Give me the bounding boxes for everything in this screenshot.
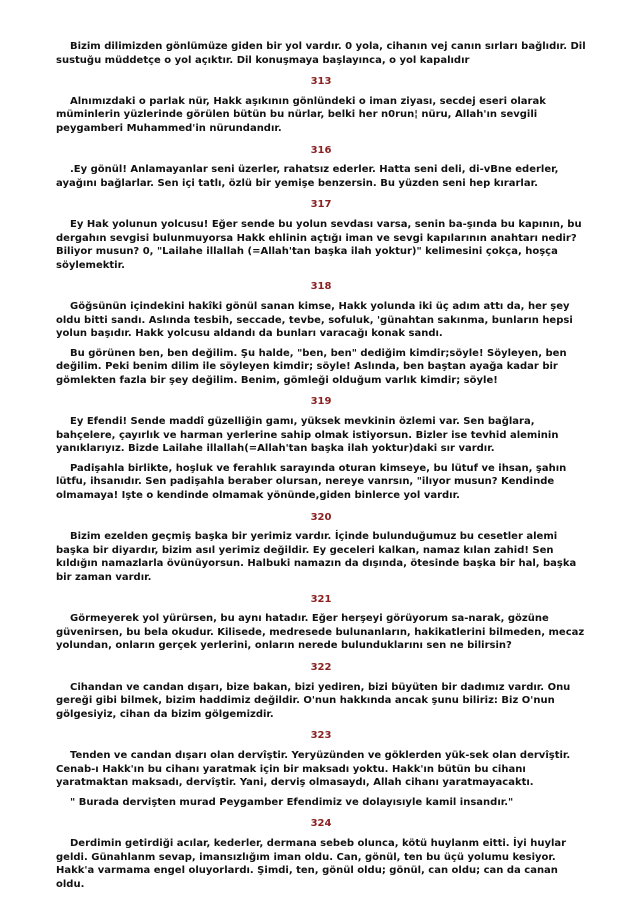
section-number: 313 — [310, 76, 332, 88]
section-number: 321 — [310, 593, 332, 605]
section-number: 323 — [310, 730, 332, 742]
document-page — [56, 40, 586, 899]
paragraph: Derdimin getirdiği acılar, kederler, dermana sebeb olunca, kötü huylanm eitti. İyi huylar geldi. Günahlanm sevap, imansızlığım iman oldu. Can, gönül, ten bu üçü yolumu kesiyor. Hakk'a varmama engel oluyorlardı. Şimdi, ten, gönül oldu; gönül, can oldu; can da canan oldu. — [56, 837, 567, 890]
section-number: 324 — [310, 818, 332, 830]
paragraph: Bizim ezelden geçmiş başka bir yerimiz vardır. İçinde bulunduğumuz bu cesetler alemi başka bir diyardır, bizim asıl yerimiz değildir. Ey geceleri kalkan, namaz kılan zahid! Sen kıldığın namazlarla övünüyorsun. Halbuki namazın da dışında, ötesinde başka bir hal, başka bir zaman vardır. — [56, 531, 577, 583]
section-number: 318 — [310, 281, 332, 293]
paragraph: Cihandan ve candan dışarı, bize bakan, bizi yediren, bizi büyüten bir dadımız vardır. Onu gereği gibi bilmek, bizim haddimiz değildir. O'nun hakkında ancak şunu biliriz: Biz O'nun gölgesiyiz, cihan da bizim gölgemizdir. — [56, 681, 571, 720]
paragraph: Ey Efendi! Sende maddî güzelliğin gamı, yüksek mevkinin özlemi var. Sen bağlara, bahçelere, çayırlık ve harman yerlerine sahip olmak istiyorsun. Bizler ise tevhid aleminin yanıklarıyız. Bizde Lailahe illallah(=Allah'tan başka ilah yoktur)daki sır vardır. — [56, 416, 559, 455]
paragraph: Padişahla birlikte, hoşluk ve ferahlık sarayında oturan kimseye, bu lütuf ve ihsan, şahın lütfu, ihsanıdır. Sen padişahla beraber olursan, nereye vanrsın, "ilıyor musun? Kendinde olmamaya! Işte o kendinde olmamak yönünde,giden binlerce yol vardır. — [56, 462, 567, 502]
paragraph: Alnımızdaki o parlak nür, Hakk aşıkının gönlündeki o iman ziyası, secdej eseri olarak müminlerin yüzlerinde görülen bütün bu nürlar, belki her n0run¦ nüru, Allah'ın sevgili peygamberi Muhammed'in nürundandır. — [56, 95, 546, 134]
section-number: 320 — [310, 511, 332, 523]
paragraph: .Ey gönül! Anlamayanlar seni üzerler, rahatsız ederler. Hatta seni deli, di-vBne ederler, ayağını bağlarlar. Sen içi tatlı, özlü bir yemişe benzersin. Bu yüzden seni hep kırarlar. — [56, 164, 559, 189]
paragraph: Ey Hak yolunun yolcusu! Eğer sende bu yolun sevdası varsa, senin ba-şında bu kapının, bu dergahın sevgisi bulunmuyorsa Hakk ehlinin açtığı iman ve sevgi kapılarının anahtarı nedir? Biliyor musun? 0, "Lailahe illallah (=Allah'tan başka ilah yoktur)" kelimesini çokça, hoşça söylemektir. — [56, 218, 582, 271]
section-number: 322 — [310, 661, 332, 673]
paragraph: Görmeyerek yol yürürsen, bu aynı hatadır. Eğer herşeyi görüyorum sa-narak, gözüne güvenirsen, bu bela okudur. Kilisede, medresede bulunanların, hakikatlerini bilmeden, mecaz yolundan, onların gerçek yerlerini, onların nerede bulunduklarını sen ne bilirsin? — [56, 613, 585, 652]
paragraph: Göğsünün içindekini hakîki gönül sanan kimse, Hakk yolunda iki üç adım attı da, her şey oldu bitti sandı. Aslında tesbih, seccade, tevbe, sofuluk, 'günahtan sakınma, bunların hepsi yolun başıdır. Hakk yolcusu aldandı da bunları varacağı konak sandı. — [56, 300, 573, 340]
quote-note: " Burada dervişten murad Peygamber Efendimiz ve dolayısıyle kamil insandır." — [70, 796, 514, 808]
section-number: 317 — [310, 199, 332, 211]
section-number: 316 — [310, 144, 332, 156]
paragraph: Bizim dilimizden gönlümüze giden bir yol vardır. 0 yola, cihanın vej canın sırları bağlıdır. Dil sustuğu müddetçe o yol açıktır. Dil konuşmaya başlayınca, o yol kapalıdır — [56, 41, 586, 66]
paragraph: Tenden ve candan dışarı olan dervîştir. Yeryüzünden ve göklerden yük-sek olan dervîştir. Cenab-ı Hakk'ın bu cihanı yaratmak için bir maksadı yoktu. Hakk'ın bütün bu cihanı yaratmaktan maksadı, dervîştir. Yani, derviş olmasaydı, Allah cihanı yaratmayacaktı. — [56, 749, 571, 789]
paragraph: Bu görünen ben, ben değilim. Şu halde, "ben, ben" dediğim kimdir;söyle! Söyleyen, ben değilim. Peki benim dilim ile söyleyen kimdir; söyle! Aslında, ben baştan ayağa kadar bir gömlekten fazla bir şey değilim. Benim, gömleği olduğum varlık kimdir; söyle! — [56, 347, 567, 386]
section-number: 319 — [310, 396, 332, 408]
